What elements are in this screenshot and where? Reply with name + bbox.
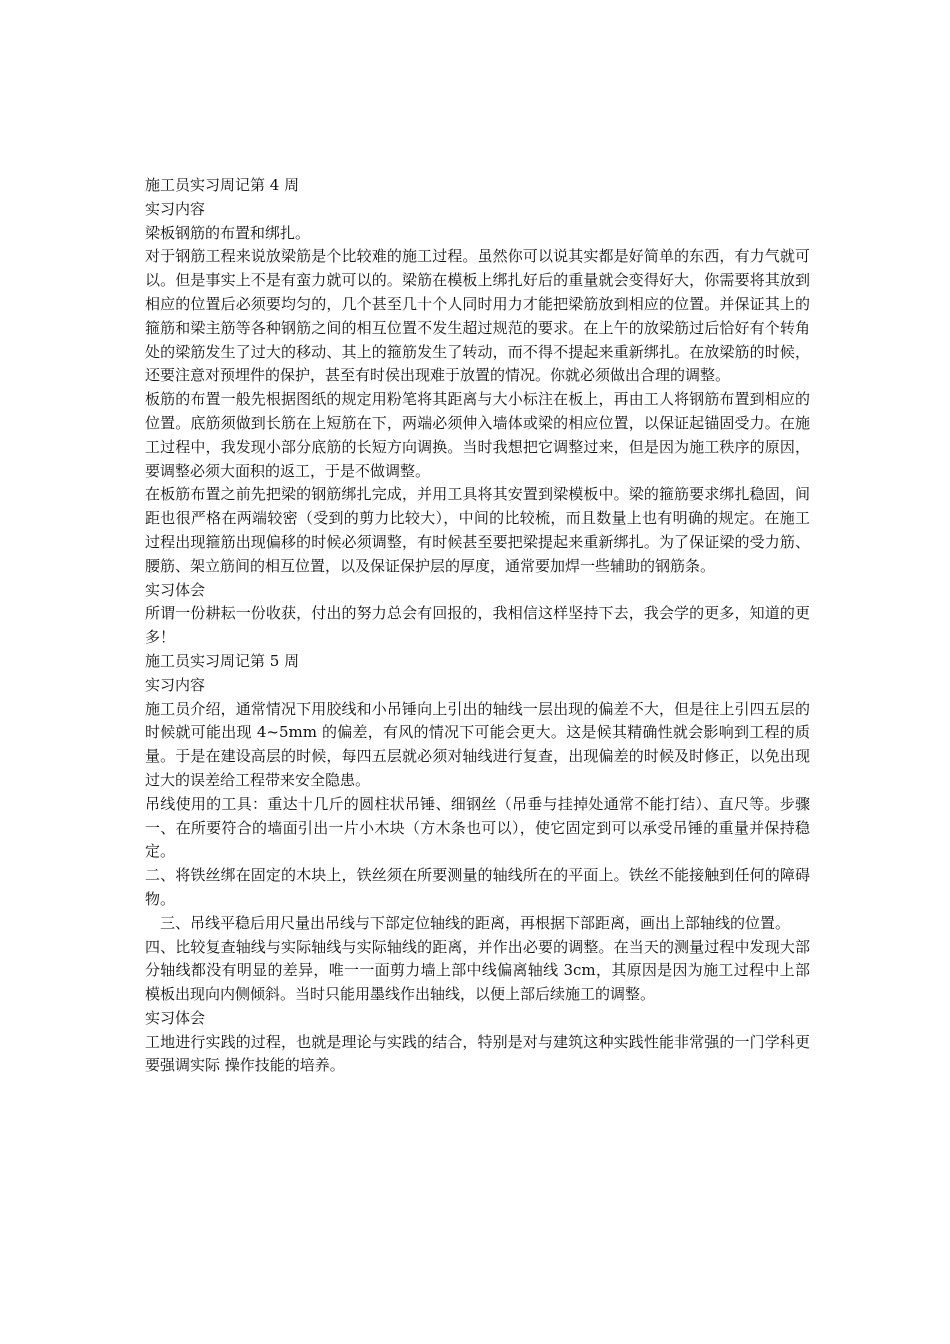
week4-title: 施工员实习周记第 4 周 — [145, 176, 300, 194]
section-heading-reflection: 实习体会 — [145, 1008, 206, 1027]
paragraph: 所谓一份耕耘一份收获，付出的努力总会有回报的，我相信这样坚持下去，我会学的更多，知道的更多！ — [145, 604, 810, 647]
document-page — [145, 174, 810, 1078]
paragraph: 对于钢筋工程来说放梁筋是个比较难的施工过程。虽然你可以说其实都是好简单的东西，有力气就可以。但是事实上不是有蛮力就可以的。梁筋在模板上绑扎好后的重量就会变得好大，你需要将其放到相应的位置后必须要均匀的，几个甚至几十个人同时用力才能把梁筋放到相应的位置。并保证其上的箍筋和梁主筋等各种钢筋之间的相互位置不发生超过规范的要求。在上午的放梁筋过后恰好有个转角处的梁筋发生了过大的移动、其上的箍筋发生了转动，而不得不提起来重新绑扎。在放梁筋的时候，还要注意对预埋件的保护，甚至有时侯出现难于放置的情况。你就必须做出合理的调整。 — [145, 247, 810, 385]
section-heading-reflection: 实习体会 — [145, 580, 206, 599]
paragraph: 四、比较复查轴线与实际轴线与实际轴线的距离，并作出必要的调整。在当天的测量过程中发现大部分轴线都没有明显的差异，唯一一面剪力墙上部中线偏离轴线 3cm，其原因是因为施工过程中上部模板出现向内侧倾斜。当时只能用墨线作出轴线，以便上部后续施工的调整。 — [145, 937, 810, 1004]
paragraph: 工地进行实践的过程，也就是理论与实践的结合，特别是对与建筑这种实践性能非常强的一门学科更要强调实际 操作技能的培养。 — [145, 1032, 810, 1075]
paragraph: 二、将铁丝绑在固定的木块上，铁丝须在所要测量的轴线所在的平面上。铁丝不能接触到任何的障碍物。 — [145, 866, 810, 908]
paragraph: 施工员介绍，通常情况下用胶线和小吊锤向上引出的轴线一层出现的偏差不大，但是往上引四五层的时候就可能出现 4~5mm 的偏差，有风的情况下可能会更大。这是候其精确性就会影响到工程的质量。于是在建设高层的时候，每四五层就必须对轴线进行复查，出现偏差的时候及时修正，以免出现过大的误差给工程带来安全隐患。 — [145, 699, 810, 789]
week5-title: 施工员实习周记第 5 周 — [145, 651, 300, 670]
paragraph: 三、吊线平稳后用尺量出吊线与下部定位轴线的距离，再根据下部距离，画出上部轴线的位置。 — [160, 913, 791, 932]
paragraph: 在板筋布置之前先把梁的钢筋绑扎完成，并用工具将其安置到梁模板中。梁的箍筋要求绑扎稳固，间距也很严格在两端较密（受到的剪力比较大），中间的比较梳，而且数量上也有明确的规定。在施工过程出现箍筋出现偏移的时候必须调整，有时候甚至要把梁提起来重新绑扎。为了保证梁的受力筋、腰筋、架立筋间的相互位置，以及保证保护层的厚度，通常要加焊一些辅助的钢筋条。 — [145, 485, 810, 575]
paragraph: 梁板钢筋的布置和绑扎。 — [145, 223, 311, 242]
section-heading-content: 实习内容 — [145, 199, 206, 218]
paragraph: 板筋的布置一般先根据图纸的规定用粉笔将其距离与大小标注在板上，再由工人将钢筋布置到相应的位置。底筋须做到长筋在上短筋在下，两端必须伸入墙体或梁的相应位置，以保证起锚固受力。在施工过程中，我发现小部分底筋的长短方向调换。当时我想把它调整过来，但是因为施工秩序的原因，要调整必须大面积的返工，于是不做调整。 — [145, 390, 810, 480]
paragraph: 吊线使用的工具：重达十几斤的圆柱状吊锤、细钢丝（吊垂与挂掉处通常不能打结）、直尺等。步骤一、在所要符合的墙面引出一片小木块（方木条也可以），使它固定到可以承受吊锤的重量并保持稳定。 — [145, 794, 810, 861]
section-heading-content: 实习内容 — [145, 675, 206, 694]
